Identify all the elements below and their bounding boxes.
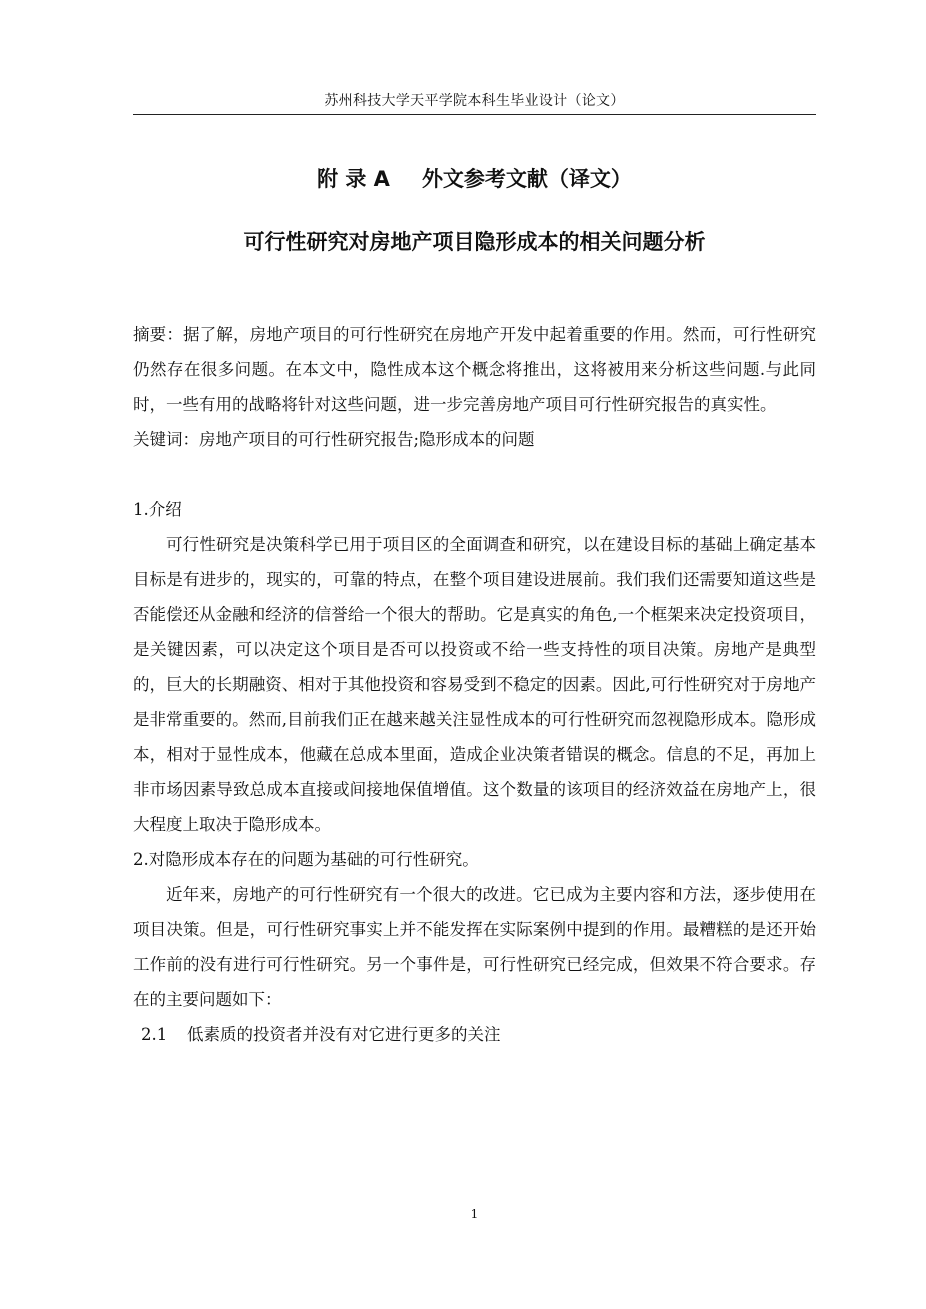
running-header-text: 苏州科技大学天平学院本科生毕业设计（论文） (324, 93, 625, 109)
running-header (133, 90, 816, 115)
paper-title-text: 可行性研究对房地产项目隐形成本的相关问题分析 (243, 230, 706, 254)
appendix-heading (133, 164, 816, 194)
section-paragraph-1: 可行性研究是决策科学已用于项目区的全面调查和研究，以在建设目标的基础上确定基本目标是有进步的，现实的，可靠的特点，在整个项目建设进展前。我们我们还需要知道这些是否能偿还从金融和经济的信誉给一个很大的帮助。它是真实的角色,一个框架来决定投资项目，是关键因素，可以决定这个项目是否可以投资或不给一些支持性的项目决策。房地产是典型的，巨大的长期融资、相对于其他投资和容易受到不稳定的因素。因此,可行性研究对于房地产是非常重要的。然而,目前我们正在越来越关注显性成本的可行性研究而忽视隐形成本。隐形成本，相对于显性成本，他藏在总成本里面，造成企业决策者错误的概念。信息的不足，再加上非市场因素导致总成本直接或间接地保值增值。这个数量的该项目的经济效益在房地产上，很大程度上取决于隐形成本。 (133, 535, 816, 834)
subsection-title: 低素质的投资者并没有对它进行更多的关注 (187, 1025, 501, 1044)
section-paragraph-2: 近年来，房地产的可行性研究有一个很大的改进。它已成为主要内容和方法，逐步使用在项目决策。但是，可行性研究事实上并不能发挥在实际案例中提到的作用。最糟糕的是还开始工作前的没有进行可行性研究。另一个事件是，可行性研究已经完成，但效果不符合要求。存在的主要问题如下： (133, 885, 816, 1009)
document-body (133, 317, 816, 1052)
page-number (133, 1206, 816, 1222)
appendix-title: 外文参考文献（译文） (421, 167, 632, 191)
section-heading-1: 1.介绍 (133, 500, 182, 519)
subsection-heading (133, 1017, 816, 1052)
subsection-number: 2.1 (141, 1025, 168, 1044)
abstract-paragraph: 摘要：据了解，房地产项目的可行性研究在房地产开发中起着重要的作用。然而，可行性研究仍然存在很多问题。在本文中，隐性成本这个概念将推出，这将被用来分析这些问题.与此同时，一些有用的战略将针对这些问题，进一步完善房地产项目可行性研究报告的真实性。 (133, 325, 816, 414)
paper-title (133, 227, 816, 257)
spacer (133, 457, 816, 492)
section-heading-2: 2.对隐形成本存在的问题为基础的可行性研究。 (133, 850, 479, 869)
appendix-label: 附 录 A (317, 167, 390, 191)
keywords-line: 关键词：房地产项目的可行性研究报告;隐形成本的问题 (133, 430, 535, 449)
page-number-text: 1 (470, 1207, 479, 1221)
